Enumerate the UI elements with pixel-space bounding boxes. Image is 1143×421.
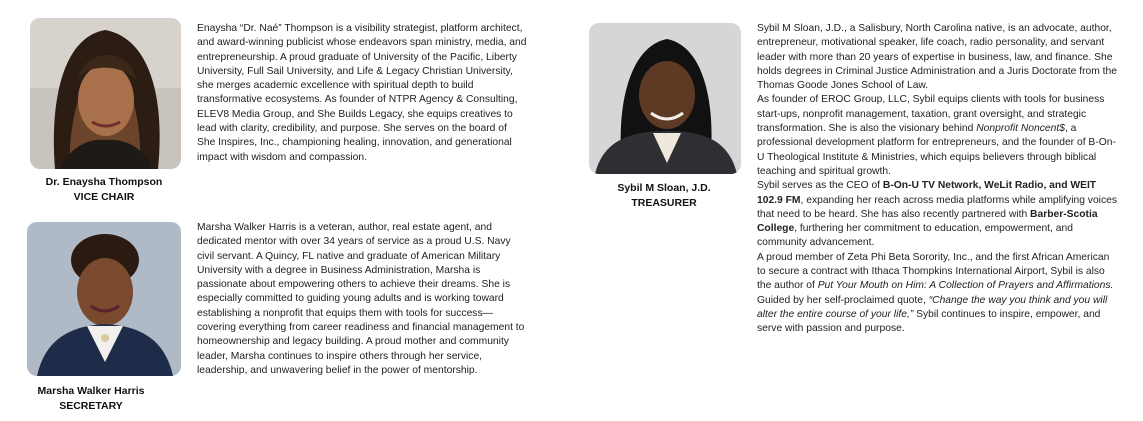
member-photo-sybil-sloan [589,23,741,174]
bio-text: Enaysha “Dr. Naé” Thompson is a visibility strategist, platform architect, and award-winning publicist whose endeavors span ministry, media, and entrepreneurship. A proud graduate of University of the Pacific, Liberty University, Full Sail University, and Life & Legacy Christian University, she merges academic excellence with spiritual depth to build transformative ecosystems. As founder of NTPR Agency & Consulting, ELEV8 Media Group, and She Builds Legacy, she equips creatives to lead with clarity, credibility, and purpose. She serves on the board of She Inspires, Inc., championing healing, innovation, and generational impact with wisdom and compassion. [197,23,527,163]
member-photo-marsha-walker-harris [27,222,181,376]
member-name: Marsha Walker Harris [37,385,145,397]
member-name: Sybil M Sloan, J.D. [617,182,711,194]
member-name: Dr. Enaysha Thompson [45,176,163,188]
bio-paragraph-3: Sybil serves as the CEO of B-On-U TV Network, WeLit Radio, and WEIT 102.9 FM, expanding her reach across media platforms while amplifying voices that need to be heard. She has also recently partnered with Barber-Scotia College, furthering her commitment to education, empowerment, and community advancement. [757,180,1117,249]
member-caption-enaysha-thompson [30,175,178,205]
bio-text: Marsha Walker Harris is a veteran, author, real estate agent, and dedicated mentor with over 34 years of service as a proud U.S. Navy civil servant. A Quincy, FL native and graduate of American Military University with a degree in Business Administration, Marsha is passionate about empowering others to achieve their dreams. She is especially committed to guiding young adults and is working toward establishing a nonprofit that equips them with tools for success—covering everything from career readiness and financial management to homeownership and legacy building. A proud mother and community leader, Marsha continues to inspire others through her service, leadership, and unwavering belief in the power of mentorship. [197,222,525,376]
bio-paragraph-2: As founder of EROC Group, LLC, Sybil equips clients with tools for business start-ups, nonprofit management, taxation, grant oversight, and strategic transformation. She is also the visionary behind Nonprofit Noncent$, a professional development platform for entrepreneurs, and the founder of B-On-U Theological Institute & Ministries, which equips believers through biblical teaching and spiritual growth. [757,94,1116,177]
bio-paragraph-4: A proud member of Zeta Phi Beta Sorority, Inc., and the first African American to secure a contract with Ithaca Thompkins International Airport, Sybil is also the author of Put Your Mouth on Him: A Collection of Prayers and Affirmations. Guided by her self-proclaimed quote, “Change the way you think and you will alter the entire course of your life,” Sybil continues to inspire, empower, and serve with passion and purpose. [757,251,1114,335]
member-photo-enaysha-thompson [30,18,181,169]
portrait-photo-icon [30,18,181,169]
bio-paragraph-1: Sybil M Sloan, J.D., a Salisbury, North Carolina native, is an advocate, author, entrepreneur, motivational speaker, life coach, radio personality, and servant leader with more than 20 years of expertise in business, law, and finance. She holds degrees in Criminal Justice Administration and a Juris Doctorate from the Thomas Goode Jones School of Law. [757,23,1117,92]
member-caption-sybil-sloan [590,181,738,211]
member-role: SECRETARY [59,400,123,412]
member-role: VICE CHAIR [73,191,135,203]
portrait-photo-icon [589,23,741,174]
member-caption-marsha-walker-harris [17,384,165,414]
member-role: TREASURER [631,197,697,209]
member-bio-marsha-walker-harris [197,221,527,378]
portrait-photo-icon [27,222,181,376]
member-bio-sybil-sloan [757,22,1117,337]
member-bio-enaysha-thompson [197,22,527,165]
